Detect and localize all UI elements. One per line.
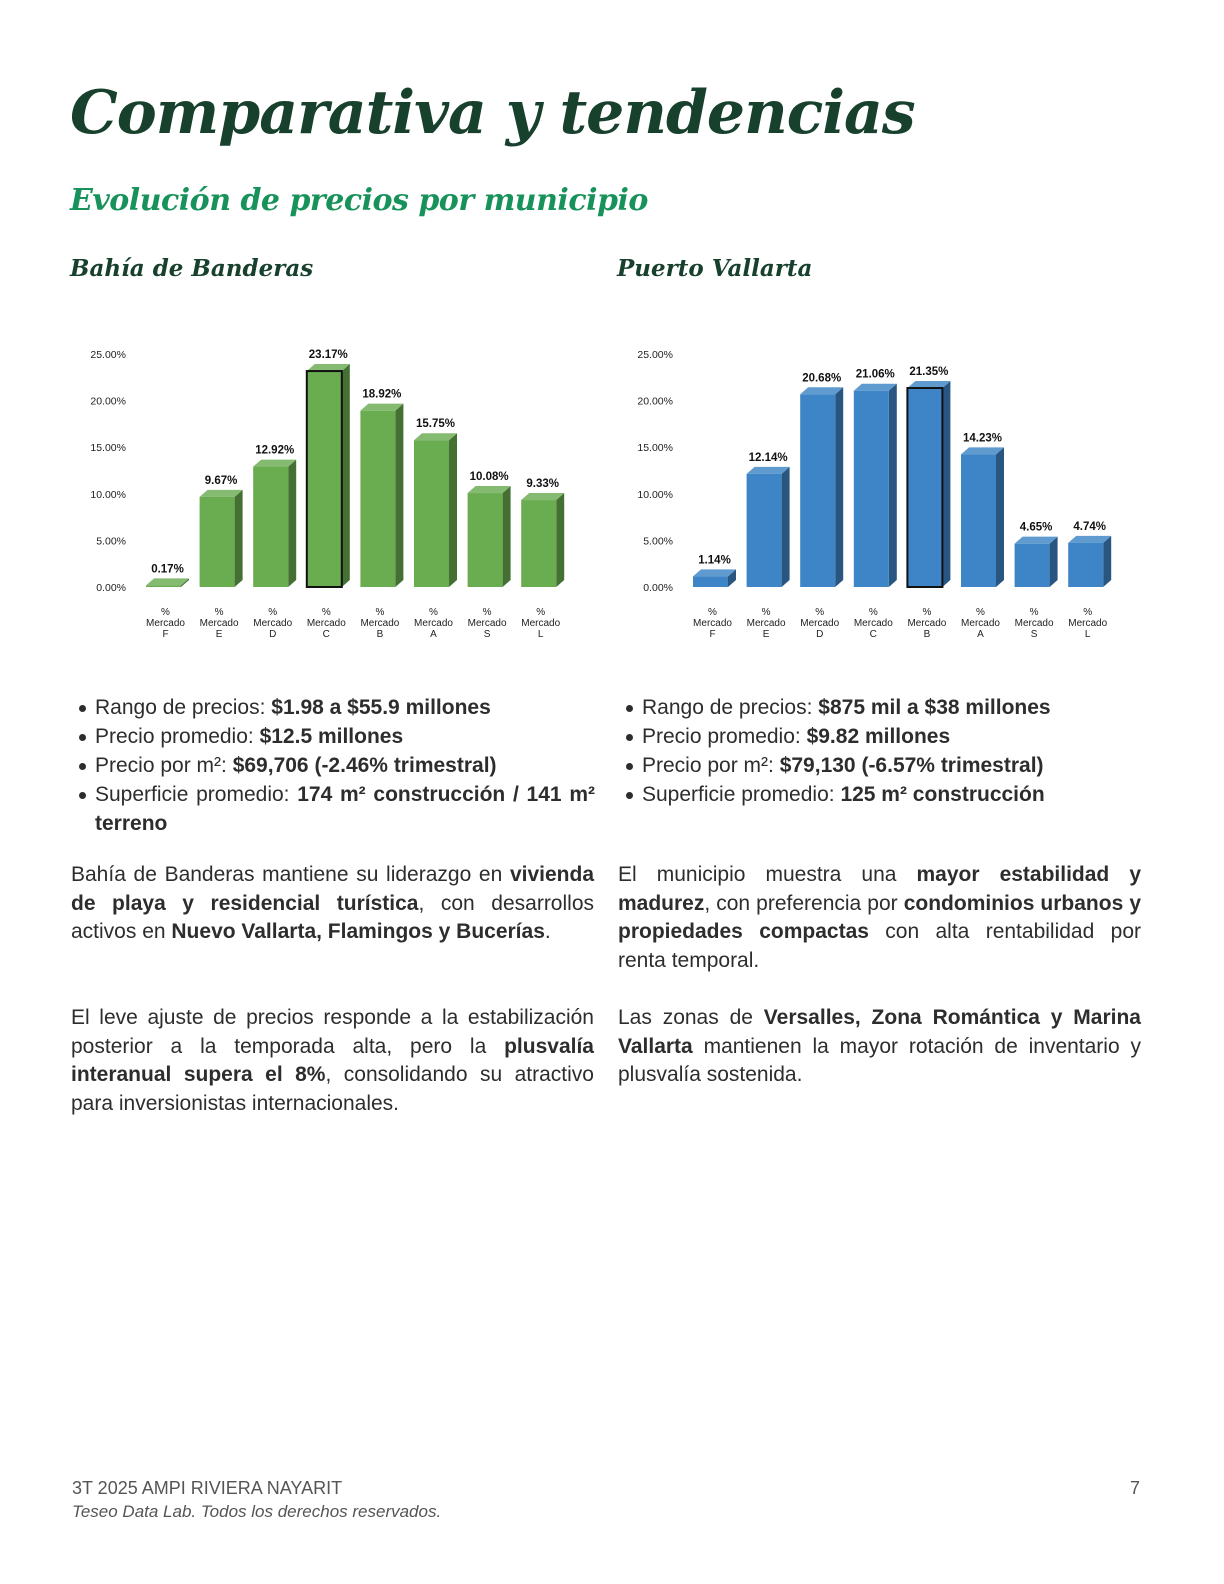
footer-copyright: Teseo Data Lab. Todos los derechos reservados.: [72, 1502, 442, 1521]
x-tick-label: Mercado: [693, 618, 732, 629]
y-tick-label: 0.00%: [643, 582, 673, 594]
municipio-title-bahia: Bahía de Banderas: [70, 255, 314, 282]
bahia-stat-avg-price: Precio promedio: $12.5 millones: [70, 722, 595, 751]
bar-value-label: 23.17%: [308, 349, 348, 362]
bar-side: [996, 447, 1004, 587]
bar-value-label: 4.74%: [1073, 520, 1107, 533]
emphasis-text: vivienda de playa y residencial turística: [71, 863, 594, 915]
x-tick-label: Mercado: [853, 618, 893, 629]
bar: [360, 411, 395, 587]
x-tick-label: %: [536, 607, 546, 618]
page-title: Comparativa y tendencias: [70, 78, 915, 148]
bar-side: [503, 486, 511, 587]
page-number: 7: [1129, 1478, 1140, 1498]
body-text: .: [544, 920, 551, 943]
bar: [800, 394, 835, 587]
x-tick-label: %: [976, 607, 985, 618]
y-tick-label: 0.00%: [96, 582, 126, 594]
x-tick-label: %: [268, 607, 278, 618]
bar: [200, 497, 235, 587]
bar-value-label: 12.92%: [255, 444, 295, 457]
x-tick-label: A: [430, 629, 437, 640]
x-tick-label: Mercado: [253, 618, 293, 629]
bar-side: [395, 404, 403, 587]
vallarta-bar-chart: [617, 340, 1137, 650]
bar-value-label: 9.33%: [526, 478, 560, 491]
bar: [854, 391, 889, 587]
bahia-stat-range: Rango de precios: $1.98 a $55.9 millones: [70, 693, 595, 722]
y-tick-label: 20.00%: [637, 395, 673, 408]
bar: [693, 576, 728, 587]
emphasis-text: mayor estabilidad y madurez: [618, 863, 1141, 915]
emphasis-text: condominios urbanos y propiedades compactas: [618, 891, 1142, 943]
bar: [1068, 543, 1103, 587]
bahia-paragraph-2: [71, 1004, 594, 1118]
x-tick-label: L: [1084, 629, 1091, 640]
body-text: El municipio muestra una: [618, 863, 917, 886]
y-tick-label: 15.00%: [637, 442, 673, 455]
y-tick-label: 25.00%: [637, 349, 673, 361]
bar-side: [942, 381, 950, 587]
x-tick-label: L: [537, 629, 544, 640]
x-tick-label: A: [977, 629, 984, 640]
bar-side: [889, 384, 897, 587]
bar-value-label: 20.68%: [802, 372, 842, 385]
x-tick-label: %: [868, 607, 878, 618]
x-tick-label: D: [816, 629, 824, 640]
emphasis-text: plusvalía interanual supera el 8%: [71, 1034, 594, 1086]
bar: [747, 474, 782, 587]
bar-value-label: 14.23%: [962, 432, 1003, 445]
y-tick-label: 20.00%: [90, 395, 126, 408]
body-text: Bahía de Banderas mantiene su liderazgo en: [71, 863, 510, 886]
bar: [146, 585, 181, 587]
y-tick-label: 5.00%: [643, 535, 673, 548]
x-tick-label: Mercado: [414, 618, 453, 629]
x-tick-label: E: [762, 629, 770, 640]
x-tick-label: Mercado: [961, 618, 1000, 629]
y-tick-label: 5.00%: [96, 535, 126, 548]
bar-side: [782, 467, 790, 587]
x-tick-label: Mercado: [1068, 618, 1108, 629]
body-text: con alta rentabilidad por renta temporal.: [618, 920, 1141, 972]
x-tick-label: C: [322, 629, 330, 640]
bar-value-label: 18.92%: [362, 388, 402, 401]
x-tick-label: Mercado: [467, 618, 507, 629]
y-tick-label: 15.00%: [90, 442, 126, 455]
bar: [907, 388, 942, 587]
page-subtitle: Evolución de precios por municipio: [70, 183, 648, 218]
x-tick-label: Mercado: [907, 618, 947, 629]
bar: [521, 500, 556, 587]
bar: [414, 440, 449, 587]
x-tick-label: %: [708, 607, 717, 618]
bar-value-label: 4.65%: [1019, 521, 1053, 534]
y-tick-label: 10.00%: [90, 488, 126, 501]
x-tick-label: Mercado: [199, 618, 239, 629]
body-text: El leve ajuste de precios responde a la estabilización posterior a la temporada alta, pero la: [71, 1006, 594, 1058]
x-tick-label: S: [1030, 629, 1038, 640]
bar-side: [1050, 537, 1058, 587]
bahia-stats-list: [70, 693, 595, 838]
footer-report-title: 3T 2025 AMPI RIVIERA NAYARIT: [72, 1478, 343, 1498]
bar-value-label: 15.75%: [415, 418, 456, 431]
bar-side: [1103, 536, 1111, 587]
x-tick-label: F: [709, 629, 716, 640]
bar-value-label: 9.67%: [204, 474, 238, 487]
bar: [468, 493, 503, 587]
bahia-stat-price-m2: Precio por m²: $69,706 (-2.46% trimestral): [70, 751, 595, 780]
emphasis-text: Nuevo Vallarta, Flamingos y Bucerías: [171, 920, 545, 943]
x-tick-label: %: [482, 607, 492, 618]
bahia-paragraph-1: [71, 861, 594, 947]
x-tick-label: %: [214, 607, 224, 618]
x-tick-label: %: [375, 607, 385, 618]
x-tick-label: Mercado: [360, 618, 400, 629]
bar-value-label: 10.08%: [469, 471, 509, 484]
x-tick-label: Mercado: [306, 618, 346, 629]
bar-value-label: 21.06%: [855, 368, 895, 381]
body-text: , consolidando su atractivo para inversionistas internacionales.: [71, 1063, 594, 1115]
x-tick-label: S: [483, 629, 491, 640]
bar-value-label: 0.17%: [151, 563, 184, 576]
y-tick-label: 10.00%: [637, 488, 673, 501]
bar-side: [449, 433, 457, 587]
vallarta-paragraph-1: [618, 861, 1141, 975]
x-tick-label: %: [321, 607, 331, 618]
y-tick-label: 25.00%: [90, 349, 126, 361]
x-tick-label: %: [922, 607, 932, 618]
x-tick-label: %: [815, 607, 825, 618]
bar: [253, 467, 288, 587]
x-tick-label: Mercado: [146, 618, 185, 629]
x-tick-label: B: [376, 629, 384, 640]
bar-value-label: 12.14%: [748, 451, 788, 464]
x-tick-label: F: [162, 629, 169, 640]
x-tick-label: %: [1083, 607, 1093, 618]
vallarta-stats-list: [617, 693, 1142, 809]
bar-value-label: 1.14%: [698, 554, 731, 567]
body-text: Las zonas de: [618, 1006, 764, 1029]
bar: [307, 371, 342, 587]
vallarta-stat-price-m2: Precio por m²: $79,130 (-6.57% trimestral): [617, 751, 1142, 780]
x-tick-label: E: [215, 629, 223, 640]
x-tick-label: D: [269, 629, 277, 640]
bar: [961, 454, 996, 587]
municipio-title-vallarta: Puerto Vallarta: [617, 255, 813, 282]
bar-side: [288, 460, 296, 587]
x-tick-label: Mercado: [800, 618, 840, 629]
x-tick-label: %: [761, 607, 771, 618]
x-tick-label: Mercado: [746, 618, 786, 629]
bahia-bar-chart: [70, 340, 590, 650]
bar: [1015, 544, 1050, 587]
body-text: mantienen la mayor rotación de inventario y plusvalía sostenida.: [618, 1034, 1141, 1086]
x-tick-label: %: [1029, 607, 1039, 618]
x-tick-label: Mercado: [1014, 618, 1054, 629]
bar-side: [342, 364, 350, 587]
bar-side: [235, 490, 243, 587]
bar-value-label: 21.35%: [909, 366, 949, 379]
x-tick-label: %: [161, 607, 170, 618]
emphasis-text: Versalles, Zona Romántica y Marina Vallarta: [618, 1006, 1141, 1058]
body-text: , con preferencia por: [704, 891, 904, 915]
x-tick-label: B: [923, 629, 931, 640]
bahia-stat-surface: Superficie promedio: 174 m² construcción / 141 m² terreno: [70, 780, 595, 838]
bar-side: [556, 493, 564, 587]
vallarta-stat-surface: Superficie promedio: 125 m² construcción: [617, 780, 1142, 809]
bar-side: [835, 387, 843, 587]
x-tick-label: Mercado: [521, 618, 561, 629]
vallarta-paragraph-2: [618, 1004, 1141, 1090]
vallarta-stat-range: Rango de precios: $875 mil a $38 millones: [617, 693, 1142, 722]
x-tick-label: C: [869, 629, 877, 640]
body-text: , con desarrollos activos en: [71, 891, 594, 943]
x-tick-label: %: [429, 607, 438, 618]
vallarta-stat-avg-price: Precio promedio: $9.82 millones: [617, 722, 1142, 751]
